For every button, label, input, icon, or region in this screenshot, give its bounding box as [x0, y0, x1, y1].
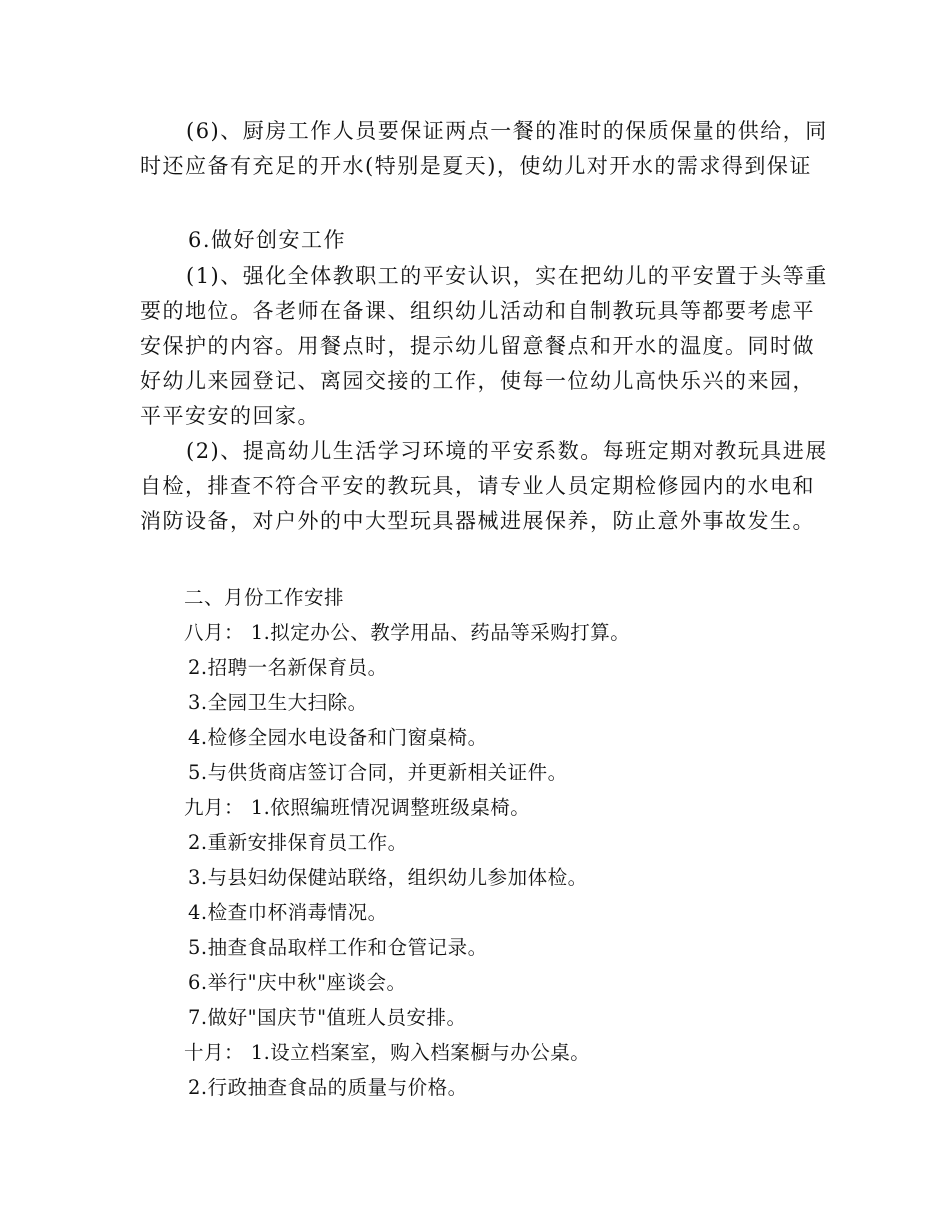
section-2-heading: 二、月份工作安排	[184, 586, 345, 609]
paragraph-2-line-2: 自检，排查不符合平安的教玩具，请专业人员定期检修园内的水电和	[140, 474, 815, 498]
section-6-heading: 6.做好创安工作	[188, 228, 347, 252]
schedule-item: 5.抽查食品取样工作和仓管记录。	[188, 936, 488, 959]
paragraph-1-line-1: (1)、强化全体教职工的平安认识，实在把幼儿的平安置于头等重	[186, 264, 828, 288]
schedule-item: 八月： 1.拟定办公、教学用品、药品等采购打算。	[184, 621, 631, 644]
paragraph-2-line-1: (2)、提高幼儿生活学习环境的平安系数。每班定期对教玩具进展	[186, 439, 828, 463]
paragraph-6-line-2: 时还应备有充足的开水(特别是夏天)，使幼儿对开水的需求得到保证	[140, 154, 812, 178]
schedule-item: 5.与供货商店签订合同，并更新相关证件。	[188, 761, 568, 784]
paragraph-1-line-4: 好幼儿来园登记、离园交接的工作，使每一位幼儿高快乐兴的来园，	[140, 369, 815, 393]
schedule-item: 4.检修全园水电设备和门窗桌椅。	[188, 726, 488, 749]
schedule-item: 九月： 1.依照编班情况调整班级桌椅。	[184, 796, 531, 819]
schedule-item: 2.行政抽查食品的质量与价格。	[188, 1076, 468, 1099]
schedule-item: 十月： 1.设立档案室，购入档案橱与办公桌。	[184, 1041, 591, 1064]
schedule-item: 3.与县妇幼保健站联络，组织幼儿参加体检。	[188, 866, 588, 889]
schedule-item: 3.全园卫生大扫除。	[188, 691, 368, 714]
schedule-item: 2.招聘一名新保育员。	[188, 656, 388, 679]
schedule-item: 4.检查巾杯消毒情况。	[188, 901, 388, 924]
schedule-item: 7.做好"国庆节"值班人员安排。	[188, 1006, 467, 1029]
paragraph-1-line-2: 要的地位。各老师在备课、组织幼儿活动和自制教玩具等都要考虑平	[140, 299, 815, 323]
schedule-item: 6.举行"庆中秋"座谈会。	[188, 971, 407, 994]
paragraph-1-line-5: 平平安安的回家。	[140, 404, 320, 428]
paragraph-6-line-1: (6)、厨房工作人员要保证两点一餐的准时的保质保量的供给，同	[186, 119, 828, 143]
paragraph-1-line-3: 安保护的内容。用餐点时，提示幼儿留意餐点和开水的温度。同时做	[140, 334, 815, 358]
paragraph-2-line-3: 消防设备，对户外的中大型玩具器械进展保养，防止意外事故发生。	[140, 509, 815, 533]
schedule-item: 2.重新安排保育员工作。	[188, 831, 408, 854]
